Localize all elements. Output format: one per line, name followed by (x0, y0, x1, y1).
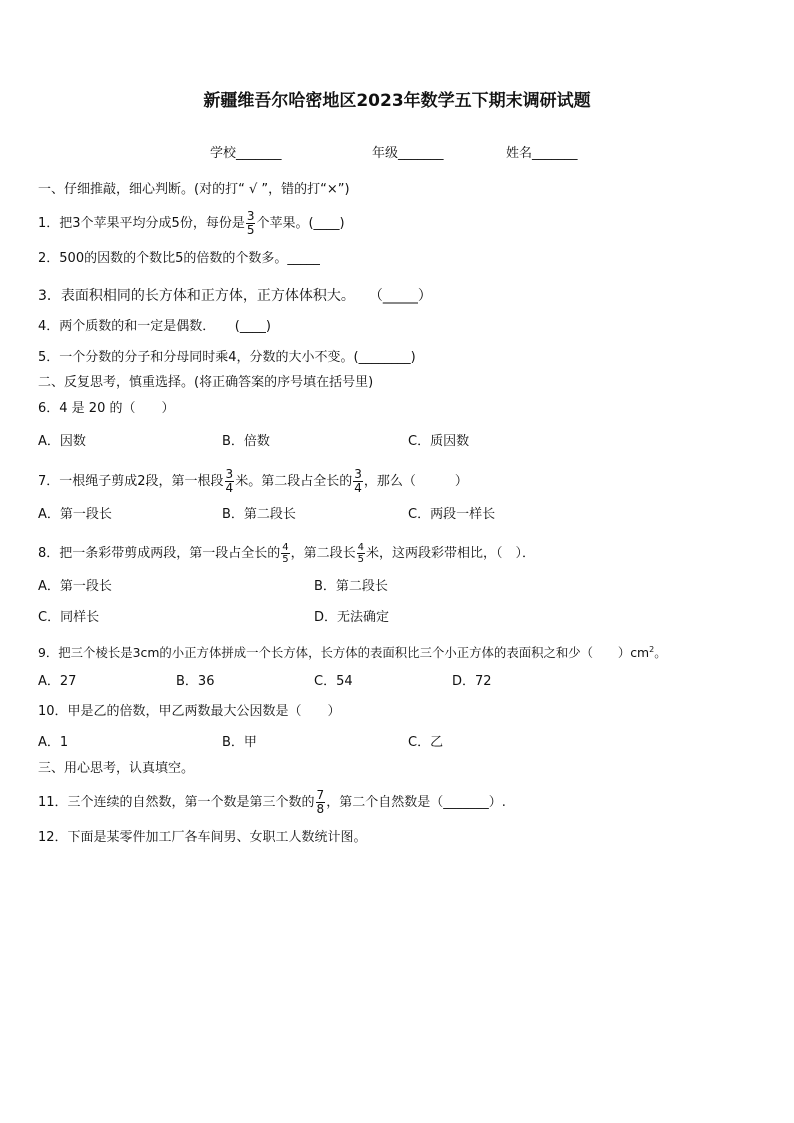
q6-option-c[interactable]: C．质因数 (408, 434, 470, 449)
q8-option-b[interactable]: B．第二段长 (314, 579, 388, 594)
q10-option-b[interactable]: B．甲 (222, 735, 257, 750)
fraction: $\frac{3}{4}$ (354, 467, 362, 495)
fraction: $\frac{3}{5}$ (246, 209, 255, 237)
question-3: 3．表面积相同的长方体和正方体，正方体体积大。 （_____） (38, 288, 432, 304)
question-5: 5．一个分数的分子和分母同时乘4，分数的大小不变。(________) (38, 350, 416, 365)
question-6: 6．4 是 20 的（ ） (38, 401, 175, 416)
section-1-heading: 一、仔细推敲，细心判断。(对的打“ √ ”，错的打“×”) (38, 182, 350, 197)
section-3-heading: 三、用心思考，认真填空。 (38, 761, 195, 776)
q8-option-d[interactable]: D．无法确定 (314, 610, 390, 625)
q8-option-c[interactable]: C．同样长 (38, 610, 100, 625)
q9-option-b[interactable]: B．36 (176, 674, 215, 689)
q9-option-c[interactable]: C．54 (314, 674, 353, 689)
question-7: 7．一根绳子剪成2段，第一根段 $\frac{3}{4}$ 米。第二段占全长的 $\frac{3}{4}$ ，那么（ ） (38, 467, 468, 495)
school-field: 学校_______ (210, 146, 282, 161)
question-2: 2．500的因数的个数比5的倍数的个数多。_____ (38, 251, 320, 266)
question-11: 11．三个连续的自然数，第一个数是第三个数的 $\frac{7}{8}$ ，第二个自然数是（_______）. (38, 788, 506, 816)
q6-option-b[interactable]: B．倍数 (222, 434, 270, 449)
question-9: 9．把三个棱长是3cm的小正方体拼成一个长方体，长方体的表面积比三个小正方体的表面积之和少（ ）$cm^2$。 (38, 645, 667, 661)
question-10: 10．甲是乙的倍数，甲乙两数最大公因数是（ ） (38, 704, 341, 719)
q9-option-a[interactable]: A．27 (38, 674, 77, 689)
fraction: $\frac{4}{5}$ (357, 542, 365, 565)
question-4: 4．两个质数的和一定是偶数． (____) (38, 319, 271, 334)
question-8: 8．把一条彩带剪成两段，第一段占全长的 $\frac{4}{5}$ ，第二段长 $\frac{4}{5}$ 米，这两段彩带相比，（ ）． (38, 542, 536, 565)
name-field: 姓名_______ (506, 146, 578, 161)
q10-option-a[interactable]: A．1 (38, 735, 69, 750)
q10-option-c[interactable]: C．乙 (408, 735, 444, 750)
fraction: $\frac{3}{4}$ (225, 467, 234, 495)
q6-option-a[interactable]: A．因数 (38, 434, 86, 449)
question-1: 1．把3个苹果平均分成5份，每份是 $\frac{3}{5}$ 个苹果。(____) (38, 209, 345, 237)
question-12: 12．下面是某零件加工厂各车间男、女职工人数统计图。 (38, 830, 367, 845)
fraction: $\frac{4}{5}$ (282, 542, 289, 565)
q8-option-a[interactable]: A．第一段长 (38, 579, 112, 594)
fraction: $\frac{7}{8}$ (316, 788, 325, 816)
grade-field: 年级_______ (372, 146, 444, 161)
q7-option-c[interactable]: C．两段一样长 (408, 507, 496, 522)
q7-option-b[interactable]: B．第二段长 (222, 507, 296, 522)
q7-option-a[interactable]: A．第一段长 (38, 507, 112, 522)
section-2-heading: 二、反复思考，慎重选择。(将正确答案的序号填在括号里) (38, 375, 374, 390)
q9-option-d[interactable]: D．72 (452, 674, 492, 689)
page-title: 新疆维吾尔哈密地区2023年数学五下期末调研试题 (203, 91, 591, 111)
